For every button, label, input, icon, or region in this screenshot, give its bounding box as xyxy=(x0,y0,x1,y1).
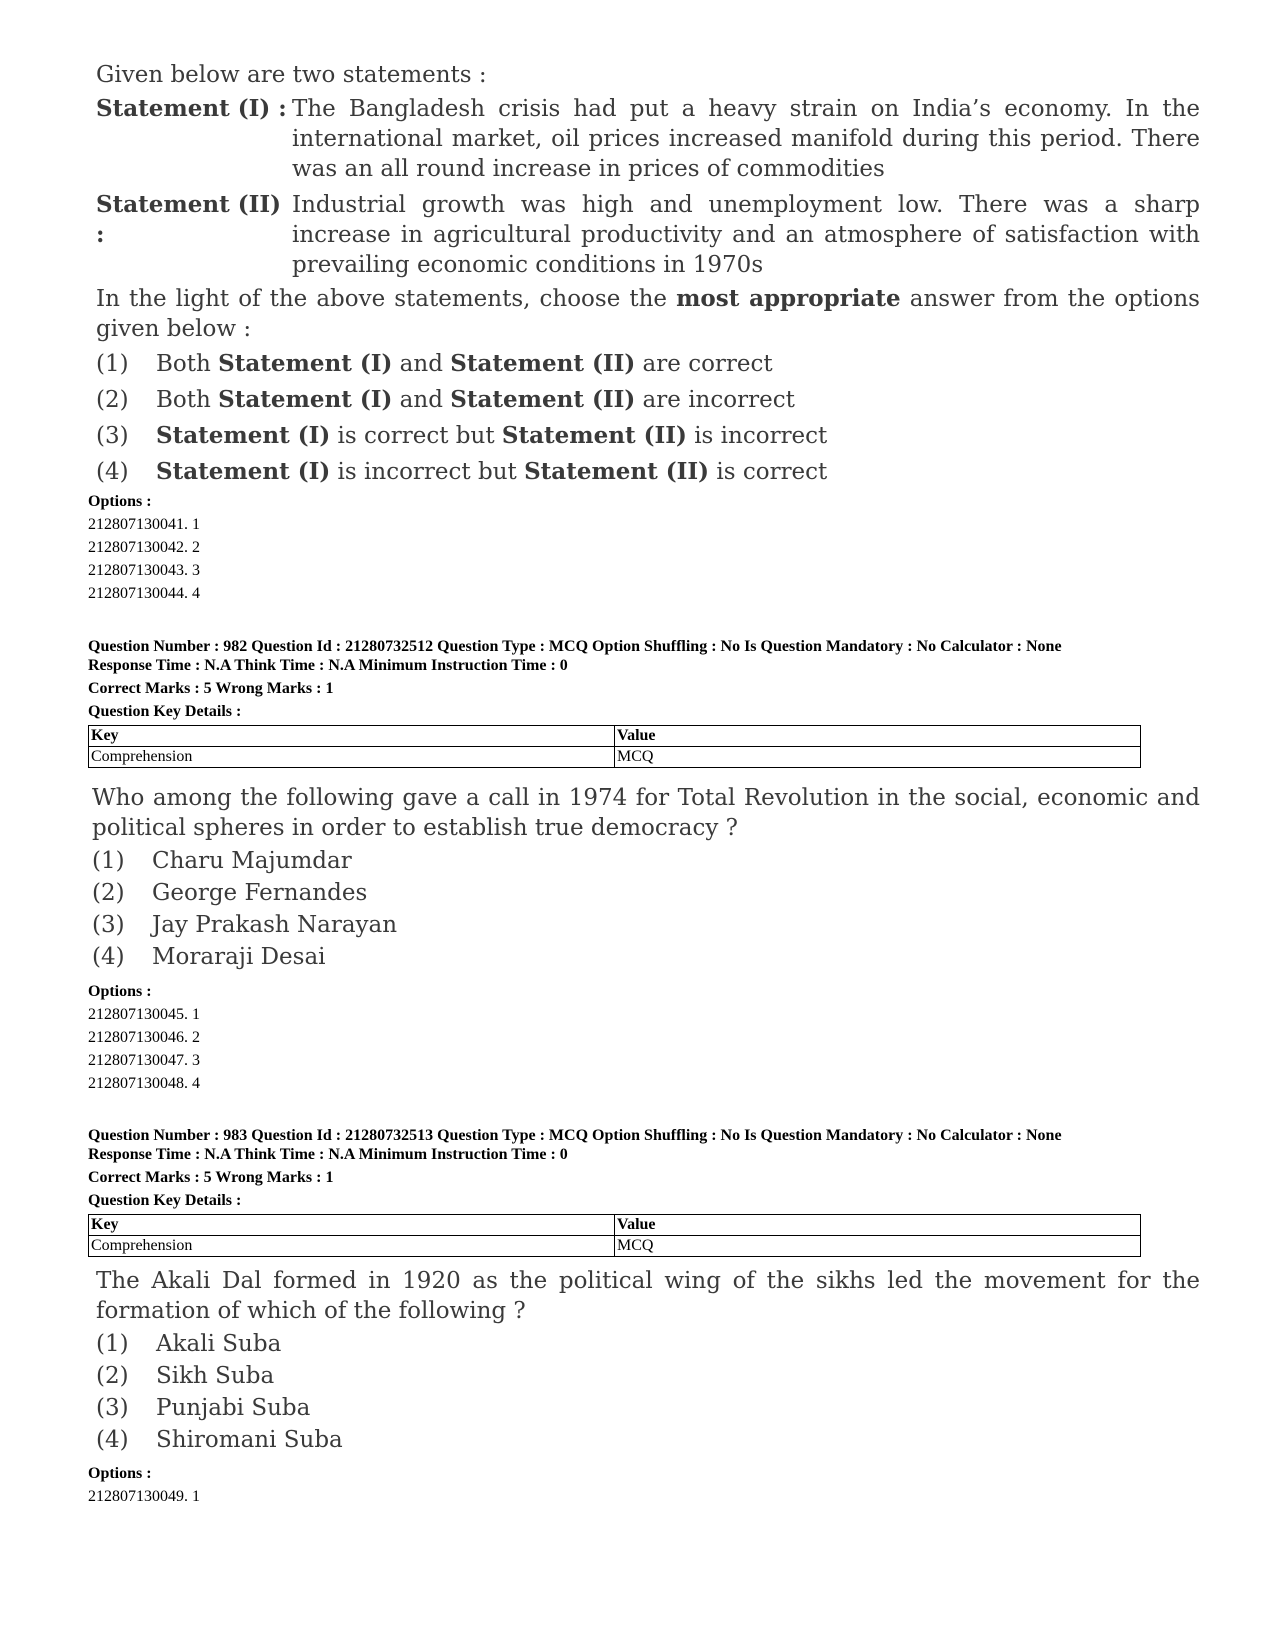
question-image-statements xyxy=(96,60,1200,490)
answer-option: (1) Charu Majumdar xyxy=(92,848,352,874)
question-meta-line: Response Time : N.A Think Time : N.A Minimum Instruction Time : 0 xyxy=(88,1146,568,1163)
table-header-value: Value xyxy=(615,1215,1141,1236)
marks-line: Correct Marks : 5 Wrong Marks : 1 xyxy=(88,1169,334,1186)
answer-option: (3) Punjabi Suba xyxy=(96,1395,311,1421)
statements-intro: Given below are two statements : xyxy=(96,62,487,88)
statement-2-label: Statement (II) : xyxy=(96,191,281,248)
key-details-label: Question Key Details : xyxy=(88,1192,242,1209)
table-cell-key: Comprehension xyxy=(89,747,615,768)
answer-option: (1) Both Statement (I) and Statement (II) are correct xyxy=(96,350,773,377)
option-id: 212807130042. 2 xyxy=(88,539,200,556)
question-meta-line: Question Number : 983 Question Id : 21280732513 Question Type : MCQ Option Shuffling : No Is Question Mandatory : No Calculator : None xyxy=(88,1127,1062,1144)
question-982-key-table xyxy=(88,725,1141,768)
options-list-1 xyxy=(88,490,1140,605)
option-id: 212807130047. 3 xyxy=(88,1052,200,1069)
options-label: Options : xyxy=(88,983,152,1000)
table-row xyxy=(89,1236,1141,1257)
answer-option: (2) Sikh Suba xyxy=(96,1363,275,1389)
answer-option: (4) Statement (I) is incorrect but Statement (II) is correct xyxy=(96,458,828,485)
question-meta-line: Response Time : N.A Think Time : N.A Minimum Instruction Time : 0 xyxy=(88,657,568,674)
answer-option: (2) George Fernandes xyxy=(92,880,368,906)
answer-option: (1) Akali Suba xyxy=(96,1331,282,1357)
options-label: Options : xyxy=(88,493,152,510)
statements-instruction: In the light of the above statements, choose the most appropriate answer from the options given below : xyxy=(96,285,1200,342)
table-cell-value: MCQ xyxy=(615,747,1141,768)
table-cell-value: MCQ xyxy=(615,1236,1141,1257)
option-id: 212807130041. 1 xyxy=(88,516,200,533)
question-983-meta xyxy=(88,1126,1140,1212)
question-982-meta xyxy=(88,637,1140,723)
statement-answer-options xyxy=(96,346,1200,490)
answer-option: (4) Shiromani Suba xyxy=(96,1427,343,1453)
options-list-982 xyxy=(88,980,1140,1095)
statement-1 xyxy=(96,94,1200,184)
question-meta-line: Question Number : 982 Question Id : 21280732512 Question Type : MCQ Option Shuffling : No Is Question Mandatory : No Calculator : None xyxy=(88,638,1062,655)
statement-2-text: Industrial growth was high and unemployment low. There was a sharp increase in agricultural productivity and an atmosphere of satisfaction with prevailing economic conditions in 1970s xyxy=(292,192,1200,278)
answer-option: (4) Moraraji Desai xyxy=(92,944,326,970)
answer-option: (2) Both Statement (I) and Statement (II) are incorrect xyxy=(96,386,795,413)
table-header-key: Key xyxy=(89,726,615,747)
question-image-982 xyxy=(92,783,1200,973)
option-id: 212807130049. 1 xyxy=(88,1488,200,1505)
option-id: 212807130046. 2 xyxy=(88,1029,200,1046)
option-id: 212807130043. 3 xyxy=(88,562,200,579)
statement-1-label: Statement (I) : xyxy=(96,95,287,122)
question-983-key-table xyxy=(88,1214,1141,1257)
options-list-983 xyxy=(88,1462,1140,1508)
answer-option: (3) Jay Prakash Narayan xyxy=(92,912,398,938)
options-label: Options : xyxy=(88,1465,152,1482)
table-row xyxy=(89,747,1141,768)
key-details-label: Question Key Details : xyxy=(88,703,242,720)
table-cell-key: Comprehension xyxy=(89,1236,615,1257)
table-header-row xyxy=(89,1215,1141,1236)
table-header-value: Value xyxy=(615,726,1141,747)
option-id: 212807130044. 4 xyxy=(88,585,200,602)
table-header-row xyxy=(89,726,1141,747)
question-text: The Akali Dal formed in 1920 as the political wing of the sikhs led the movement for the formation of which of the following ? xyxy=(96,1268,1200,1324)
answer-options xyxy=(92,845,1200,973)
answer-option: (3) Statement (I) is correct but Statement (II) is incorrect xyxy=(96,422,828,449)
statement-2 xyxy=(96,190,1200,280)
table-header-key: Key xyxy=(89,1215,615,1236)
question-text: Who among the following gave a call in 1974 for Total Revolution in the social, economic and political spheres in order to establish true democracy ? xyxy=(92,785,1200,841)
question-image-983 xyxy=(96,1266,1200,1456)
answer-options xyxy=(96,1328,1200,1456)
statement-1-text: The Bangladesh crisis had put a heavy strain on India’s economy. In the international market, oil prices increased manifold during this period. There was an all round increase in prices of commodities xyxy=(292,96,1200,182)
marks-line: Correct Marks : 5 Wrong Marks : 1 xyxy=(88,680,334,697)
option-id: 212807130045. 1 xyxy=(88,1006,200,1023)
option-id: 212807130048. 4 xyxy=(88,1075,200,1092)
